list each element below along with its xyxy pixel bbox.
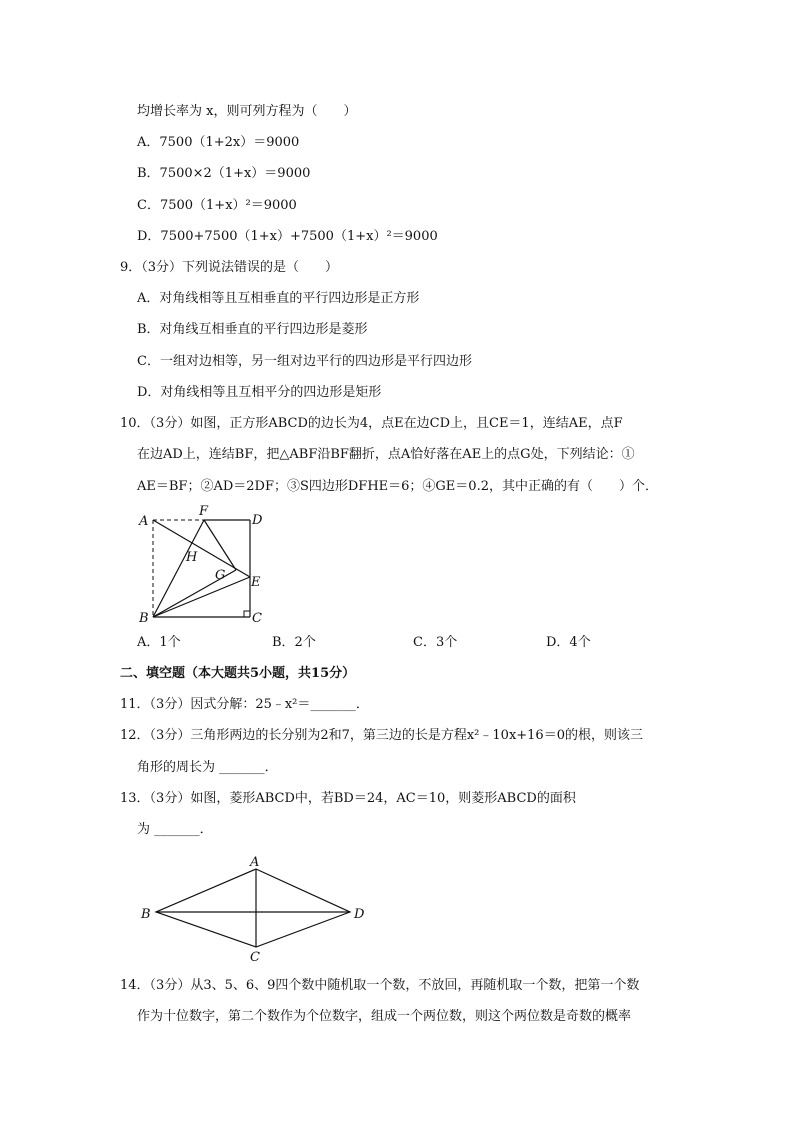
label-h: H [186,550,198,565]
q10-stem-line2: 在边AD上，连结BF，把△ABF沿BF翻折，点A恰好落在AE上的点G处，下列结论：① [137,447,635,462]
segment-fg [204,520,236,570]
q9-stem: 9．（3分）下列说法错误的是（ ） [120,260,339,275]
label-f: F [199,504,209,519]
label-a: A [250,855,260,870]
q10-option-d[interactable]: D．4个 [546,635,591,650]
q12-stem-line2: 角形的周长为 _______． [137,760,278,775]
label-d: D [252,513,263,528]
rhombus-abcd [156,869,350,947]
q9-option-b[interactable]: B．对角线互相垂直的平行四边形是菱形 [137,322,368,337]
q14-stem-line2: 作为十位数字，第二个数作为个位数字，组成一个两位数，则这个两位数是奇数的概率 [137,1009,632,1024]
q13-stem-line2: 为 _______． [137,822,213,837]
q10-option-c[interactable]: C．3个 [413,635,458,650]
q8-stem-cont: 均增长率为 x，则可列方程为（ ） [137,104,357,119]
label-c: C [250,950,260,965]
q8-option-a[interactable]: A．7500（1+2x）＝9000 [137,135,300,150]
label-g: G [215,568,226,583]
q10-option-b[interactable]: B．2个 [272,635,316,650]
q8-option-c[interactable]: C．7500（1+x）²＝9000 [137,198,297,213]
q8-option-d[interactable]: D．7500+7500（1+x）+7500（1+x）²＝9000 [137,229,438,244]
q10-stem-line1: 10．（3分）如图，正方形ABCD的边长为4，点E在边CD上，且CE＝1，连结AE，点F [120,416,623,431]
q12-stem-line1: 12．（3分）三角形两边的长分别为2和7，第三边的长是方程x²﹣10x+16＝0的根，则该三 [120,728,643,743]
q11-stem: 11．（3分）因式分解：25﹣x²＝_______． [120,697,369,712]
q9-option-d[interactable]: D．对角线相等且互相平分的四边形是矩形 [137,385,382,400]
q8-option-b[interactable]: B．7500×2（1+x）＝9000 [137,166,311,181]
q10-option-a[interactable]: A．1个 [137,635,181,650]
label-e: E [251,575,261,590]
q14-stem-line1: 14．（3分）从3、5、6、9四个数中随机取一个数，不放回，再随机取一个数，把第一个数 [120,978,640,993]
section-heading: 二、填空题（本大题共5小题，共15分） [120,666,356,681]
right-angle-mark [244,611,250,617]
q9-option-c[interactable]: C．一组对边相等，另一组对边平行的四边形是平行四边形 [137,354,472,369]
q10-stem-line3: AE＝BF；②AD＝2DF；③S四边形DFHE＝6；④GE＝0.2，其中正确的有（ ）个． [137,479,658,494]
q13-stem-line1: 13．（3分）如图，菱形ABCD中，若BD＝24，AC＝10，则菱形ABCD的面积 [120,791,576,806]
label-d: D [354,907,365,922]
q13-rhombus-figure [135,848,375,965]
label-b: B [139,611,149,626]
q10-square-figure [130,500,280,630]
segment-be [153,577,250,617]
label-b: B [141,907,151,922]
label-c: C [252,611,262,626]
label-a: A [139,514,149,529]
q9-option-a[interactable]: A．对角线相等且互相垂直的平行四边形是正方形 [137,291,420,306]
